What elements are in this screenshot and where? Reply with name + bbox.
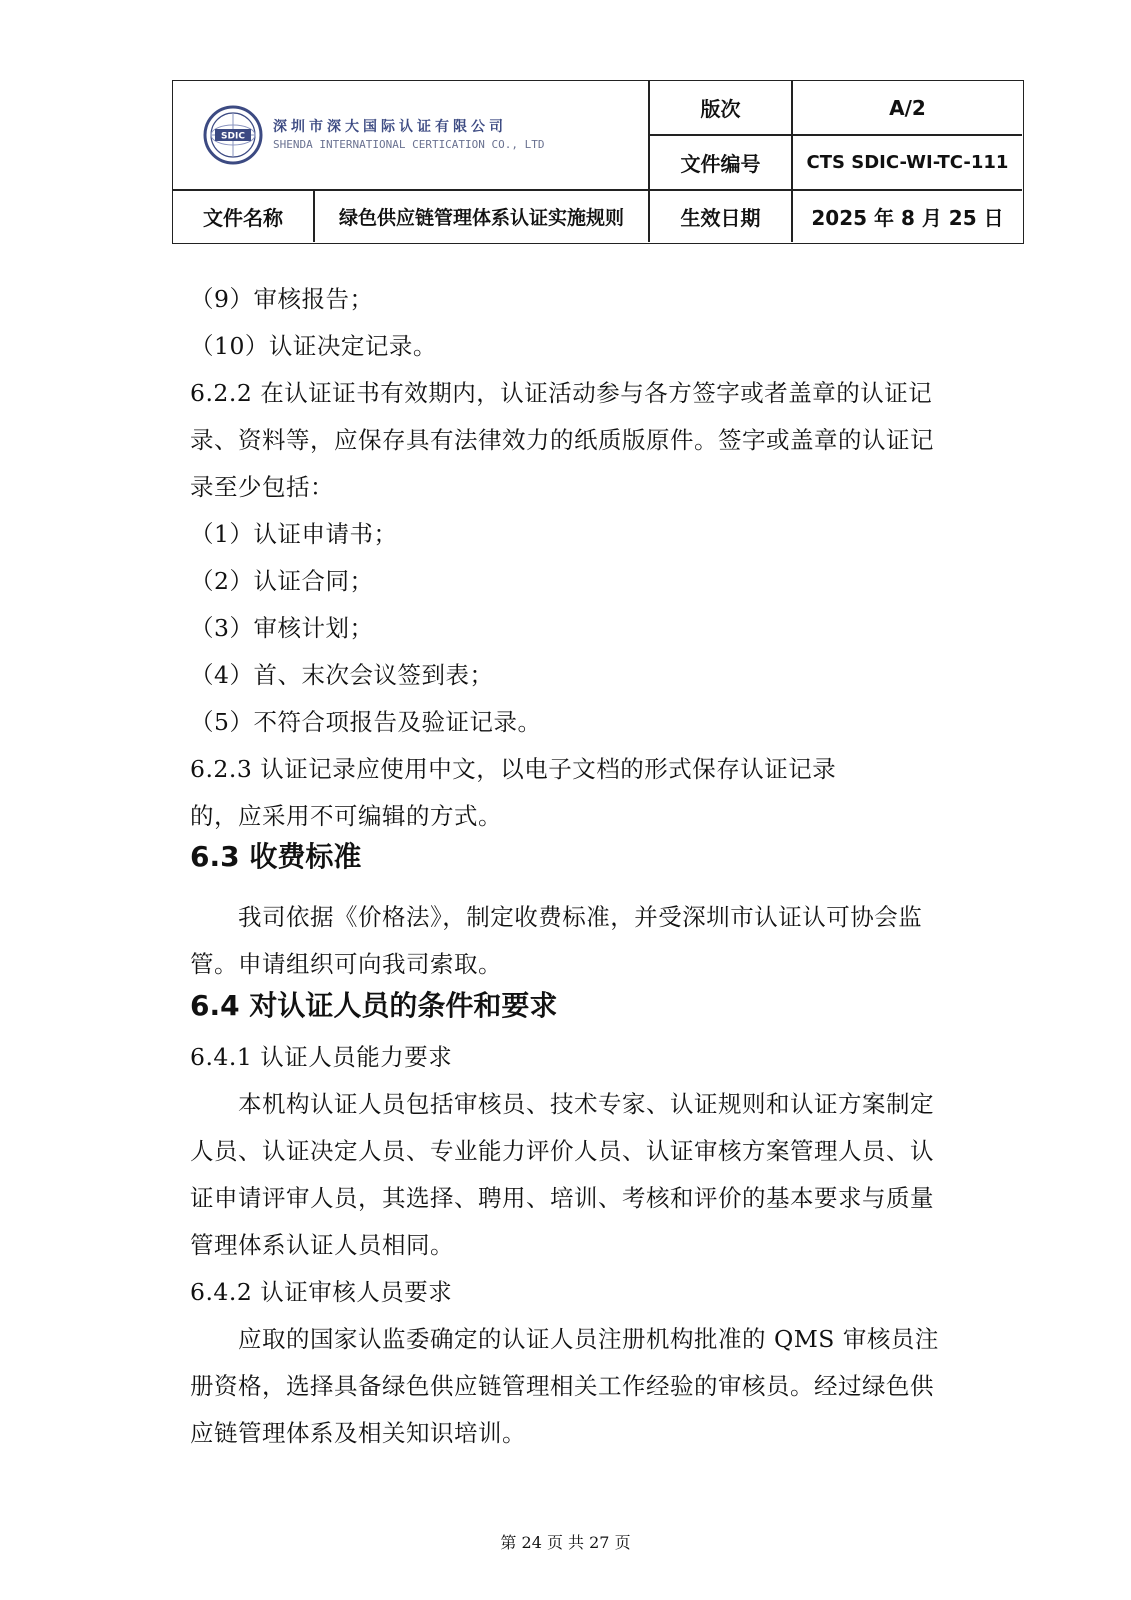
company-name-cn: 深圳市深大国际认证有限公司 [273,118,507,135]
paragraph-622-line2: 录、资料等，应保存具有法律效力的纸质版原件。签字或盖章的认证记 [190,426,934,454]
version-value: A/2 [889,95,926,120]
list-item-contract: （2）认证合同； [190,567,374,595]
paragraph-641-line1: 本机构认证人员包括审核员、技术专家、认证规则和认证方案制定 [238,1090,934,1118]
company-seal-icon [203,105,263,165]
doc-name-value: 绿色供应链管理体系认证实施规则 [338,207,624,229]
list-item-audit-plan: （3）审核计划； [190,614,374,642]
document-header-table [172,80,1024,244]
list-item-audit-report: （9）审核报告； [190,285,374,313]
effective-date-label: 生效日期 [680,206,761,230]
paragraph-641-line3: 证申请评审人员，其选择、聘用、培训、考核和评价的基本要求与质量 [190,1184,934,1212]
subheading-6-4-2: 6.4.2 认证审核人员要求 [190,1278,453,1306]
list-item-nonconformity: （5）不符合项报告及验证记录。 [190,708,542,736]
doc-name-label: 文件名称 [203,206,283,230]
version-label: 版次 [700,97,741,121]
list-item-application: （1）认证申请书； [190,520,398,548]
paragraph-623-line2: 的，应采用不可编辑的方式。 [190,802,502,830]
company-logo-block [203,105,545,165]
section-heading-6-4: 6.4 对认证人员的条件和要求 [190,989,558,1022]
logo-text: SDIC [221,131,245,142]
page-number: 第 24 页 共 27 页 [500,1533,631,1552]
paragraph-fees-line2: 管。申请组织可向我司索取。 [190,950,502,978]
paragraph-641-line4: 管理体系认证人员相同。 [190,1231,454,1259]
doc-number-value: CTS SDIC-WI-TC-111 [806,152,1009,173]
company-name-en: SHENDA INTERNATIONAL CERTICATION CO., LTD [273,138,545,152]
paragraph-fees-line1: 我司依据《价格法》，制定收费标准，并受深圳市认证认可协会监 [238,903,923,931]
paragraph-642-line1: 应取的国家认监委确定的认证人员注册机构批准的 QMS 审核员注 [238,1325,939,1353]
section-heading-6-3: 6.3 收费标准 [190,840,362,873]
doc-number-label: 文件编号 [680,152,761,176]
subheading-6-4-1: 6.4.1 认证人员能力要求 [190,1043,453,1071]
list-item-decision-record: （10）认证决定记录。 [190,332,437,360]
paragraph-622-line1: 6.2.2 在认证证书有效期内，认证活动参与各方签字或者盖章的认证记 [190,379,933,407]
paragraph-623-line1: 6.2.3 认证记录应使用中文，以电子文档的形式保存认证记录 [190,755,837,783]
effective-date-value: 2025 年 8 月 25 日 [811,206,1004,230]
list-item-meeting-signin: （4）首、末次会议签到表； [190,661,494,689]
paragraph-622-line3: 录至少包括： [190,473,334,501]
paragraph-641-line2: 人员、认证决定人员、专业能力评价人员、认证审核方案管理人员、认 [190,1137,934,1165]
paragraph-642-line3: 应链管理体系及相关知识培训。 [190,1419,526,1447]
paragraph-642-line2: 册资格，选择具备绿色供应链管理相关工作经验的审核员。经过绿色供 [190,1372,934,1400]
